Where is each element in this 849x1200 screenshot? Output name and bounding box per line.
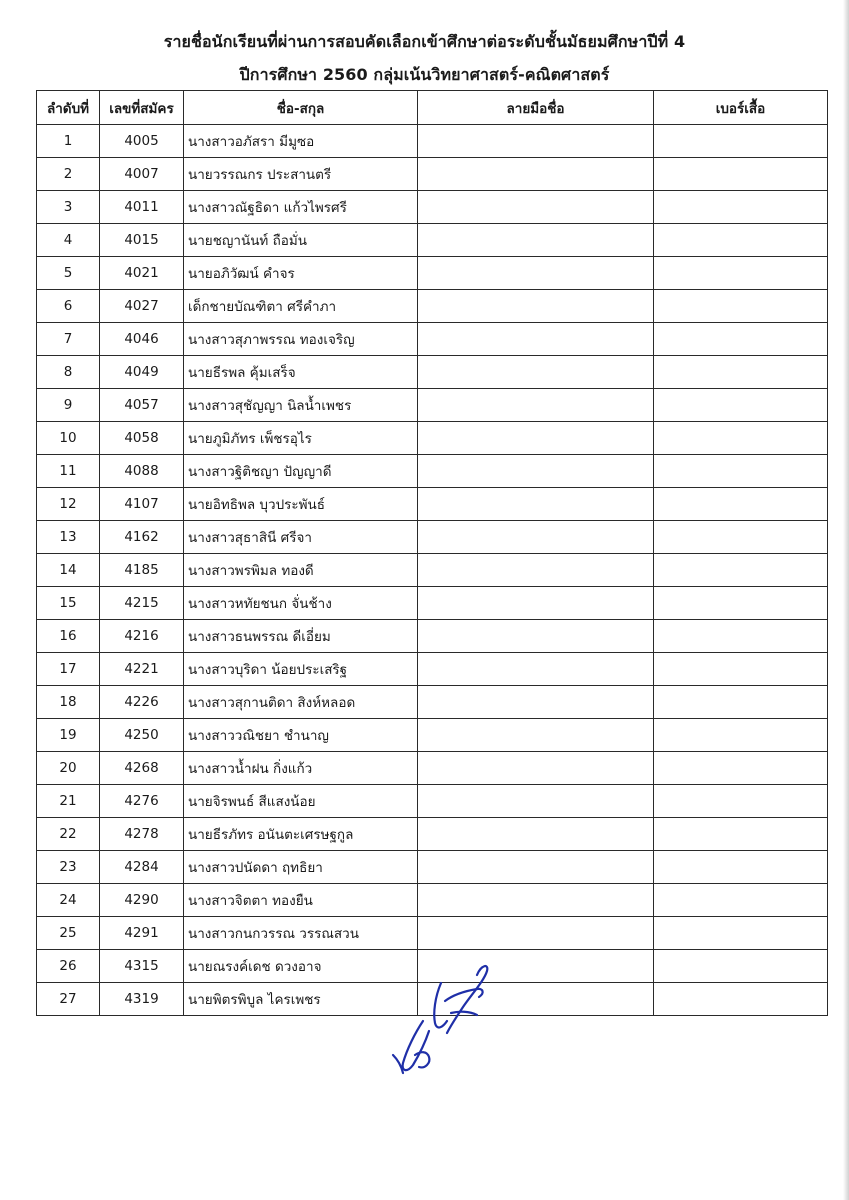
row-number-cell: 17 [37,653,100,686]
application-id-cell: 4058 [100,422,184,455]
application-id-cell: 4162 [100,521,184,554]
signature-cell [418,686,654,719]
shirt-number-cell [654,455,828,488]
student-name-cell: นางสาวบุริดา น้อยประเสริฐ [184,653,418,686]
row-number-cell: 14 [37,554,100,587]
shirt-number-cell [654,191,828,224]
application-id-cell: 4278 [100,818,184,851]
shirt-number-cell [654,950,828,983]
table-row [37,158,828,191]
application-id-cell: 4290 [100,884,184,917]
student-name-cell: นายพิตรพิบูล ไครเพชร [184,983,418,1016]
table-row [37,521,828,554]
table-row [37,653,828,686]
student-name-cell: นายอิทธิพล บุวประพันธ์ [184,488,418,521]
row-number-cell: 4 [37,224,100,257]
shirt-number-cell [654,521,828,554]
application-id-cell: 4021 [100,257,184,290]
header-number: ลำดับที่ [37,91,100,125]
table-row [37,356,828,389]
application-id-cell: 4216 [100,620,184,653]
shirt-number-cell [654,818,828,851]
signature-cell [418,917,654,950]
shirt-number-cell [654,158,828,191]
shirt-number-cell [654,488,828,521]
signature-cell [418,323,654,356]
application-id-cell: 4057 [100,389,184,422]
shirt-number-cell [654,389,828,422]
table-row [37,917,828,950]
signature-cell [418,620,654,653]
shirt-number-cell [654,224,828,257]
table-row [37,455,828,488]
row-number-cell: 13 [37,521,100,554]
table-row [37,257,828,290]
signature-cell [418,158,654,191]
shirt-number-cell [654,686,828,719]
application-id-cell: 4215 [100,587,184,620]
row-number-cell: 16 [37,620,100,653]
application-id-cell: 4107 [100,488,184,521]
student-name-cell: นางสาวณัฐธิดา แก้วไพรศรี [184,191,418,224]
signature-cell [418,422,654,455]
row-number-cell: 3 [37,191,100,224]
student-name-cell: นางสาวฐิติชญา ปัญญาดี [184,455,418,488]
row-number-cell: 21 [37,785,100,818]
signature-cell [418,290,654,323]
table-row [37,422,828,455]
signature-cell [418,356,654,389]
student-name-cell: นางสาวจิตตา ทองยืน [184,884,418,917]
signature-cell [418,752,654,785]
application-id-cell: 4250 [100,719,184,752]
shirt-number-cell [654,125,828,158]
table-row [37,620,828,653]
shirt-number-cell [654,587,828,620]
table-row [37,554,828,587]
table-row [37,488,828,521]
shirt-number-cell [654,851,828,884]
student-name-cell: นางสาวกนกวรรณ วรรณสวน [184,917,418,950]
table-body [37,125,828,1016]
page-edge-shadow [843,0,849,1200]
row-number-cell: 8 [37,356,100,389]
signature-cell [418,224,654,257]
application-id-cell: 4049 [100,356,184,389]
application-id-cell: 4268 [100,752,184,785]
table-row [37,818,828,851]
student-roster-table [36,90,828,1016]
application-id-cell: 4319 [100,983,184,1016]
shirt-number-cell [654,422,828,455]
signature-cell [418,455,654,488]
student-name-cell: นางสาวสุกานติดา สิงห์หลอด [184,686,418,719]
student-name-cell: นางสาวสุชัญญา นิลน้ำเพชร [184,389,418,422]
row-number-cell: 15 [37,587,100,620]
header-signature: ลายมือชื่อ [418,91,654,125]
student-name-cell: นางสาวพรพิมล ทองดี [184,554,418,587]
application-id-cell: 4015 [100,224,184,257]
handwritten-signature [385,955,515,1080]
shirt-number-cell [654,917,828,950]
row-number-cell: 18 [37,686,100,719]
row-number-cell: 2 [37,158,100,191]
shirt-number-cell [654,785,828,818]
row-number-cell: 12 [37,488,100,521]
application-id-cell: 4276 [100,785,184,818]
table-row [37,884,828,917]
row-number-cell: 9 [37,389,100,422]
student-name-cell: นายภูมิภัทร เพ็ชรอุไร [184,422,418,455]
application-id-cell: 4046 [100,323,184,356]
signature-cell [418,389,654,422]
table-row [37,719,828,752]
application-id-cell: 4291 [100,917,184,950]
row-number-cell: 6 [37,290,100,323]
header-full-name: ชื่อ-สกุล [184,91,418,125]
signature-cell [418,587,654,620]
signature-cell [418,191,654,224]
application-id-cell: 4011 [100,191,184,224]
row-number-cell: 25 [37,917,100,950]
row-number-cell: 24 [37,884,100,917]
table-row [37,851,828,884]
application-id-cell: 4221 [100,653,184,686]
shirt-number-cell [654,290,828,323]
student-name-cell: นางสาวปนัดดา ฤทธิยา [184,851,418,884]
table-header [37,91,828,125]
shirt-number-cell [654,752,828,785]
application-id-cell: 4315 [100,950,184,983]
table-row [37,389,828,422]
shirt-number-cell [654,983,828,1016]
document-title: รายชื่อนักเรียนที่ผ่านการสอบคัดเลือกเข้าศึกษาต่อระดับชั้นมัธยมศึกษาปีที่ 4 [163,32,686,51]
row-number-cell: 19 [37,719,100,752]
row-number-cell: 20 [37,752,100,785]
table-row [37,125,828,158]
signature-cell [418,125,654,158]
student-name-cell: นางสาวธนพรรณ ดีเอี่ยม [184,620,418,653]
table-row [37,587,828,620]
header-row [37,91,828,125]
student-name-cell: นางสาวน้ำฝน กิ่งแก้ว [184,752,418,785]
student-name-cell: นายอภิวัฒน์ คำจร [184,257,418,290]
student-name-cell: นายจิรพนธ์ สีแสงน้อย [184,785,418,818]
application-id-cell: 4007 [100,158,184,191]
student-name-cell: นายธีรภัทร อนันตะเศรษฐกูล [184,818,418,851]
table-row [37,752,828,785]
row-number-cell: 7 [37,323,100,356]
student-name-cell: เด็กชายบัณฑิตา ศรีคำภา [184,290,418,323]
row-number-cell: 10 [37,422,100,455]
row-number-cell: 5 [37,257,100,290]
student-name-cell: นายชญานันท์ ถือมั่น [184,224,418,257]
signature-cell [418,818,654,851]
table-row [37,686,828,719]
signature-cell [418,653,654,686]
application-id-cell: 4226 [100,686,184,719]
student-name-cell: นายวรรณกร ประสานตรี [184,158,418,191]
signature-cell [418,257,654,290]
row-number-cell: 22 [37,818,100,851]
shirt-number-cell [654,719,828,752]
student-name-cell: นายธีรพล คุ้มเสร็จ [184,356,418,389]
table-row [37,785,828,818]
table-row [37,191,828,224]
shirt-number-cell [654,884,828,917]
application-id-cell: 4005 [100,125,184,158]
header-shirt-number: เบอร์เสื้อ [654,91,828,125]
application-id-cell: 4088 [100,455,184,488]
row-number-cell: 11 [37,455,100,488]
table-row [37,323,828,356]
student-name-cell: นางสาวอภัสรา มีมูซอ [184,125,418,158]
shirt-number-cell [654,257,828,290]
shirt-number-cell [654,653,828,686]
student-name-cell: นางสาววณิชยา ชำนาญ [184,719,418,752]
student-name-cell: นางสาวสุภาพรรณ ทองเจริญ [184,323,418,356]
document-subtitle: ปีการศึกษา 2560 กลุ่มเน้นวิทยาศาสตร์-คณิตศาสตร์ [239,65,610,84]
student-name-cell: นางสาวหทัยชนก จั่นช้าง [184,587,418,620]
shirt-number-cell [654,620,828,653]
application-id-cell: 4185 [100,554,184,587]
table-row [37,290,828,323]
student-name-cell: นายณรงค์เดช ดวงอาจ [184,950,418,983]
table-row [37,224,828,257]
row-number-cell: 26 [37,950,100,983]
application-id-cell: 4027 [100,290,184,323]
header-application-id: เลขที่สมัคร [100,91,184,125]
signature-cell [418,884,654,917]
signature-cell [418,554,654,587]
signature-cell [418,488,654,521]
row-number-cell: 23 [37,851,100,884]
shirt-number-cell [654,356,828,389]
shirt-number-cell [654,323,828,356]
shirt-number-cell [654,554,828,587]
signature-cell [418,719,654,752]
row-number-cell: 27 [37,983,100,1016]
signature-cell [418,785,654,818]
application-id-cell: 4284 [100,851,184,884]
signature-cell [418,851,654,884]
student-name-cell: นางสาวสุธาสินี ศรีจา [184,521,418,554]
row-number-cell: 1 [37,125,100,158]
signature-cell [418,521,654,554]
